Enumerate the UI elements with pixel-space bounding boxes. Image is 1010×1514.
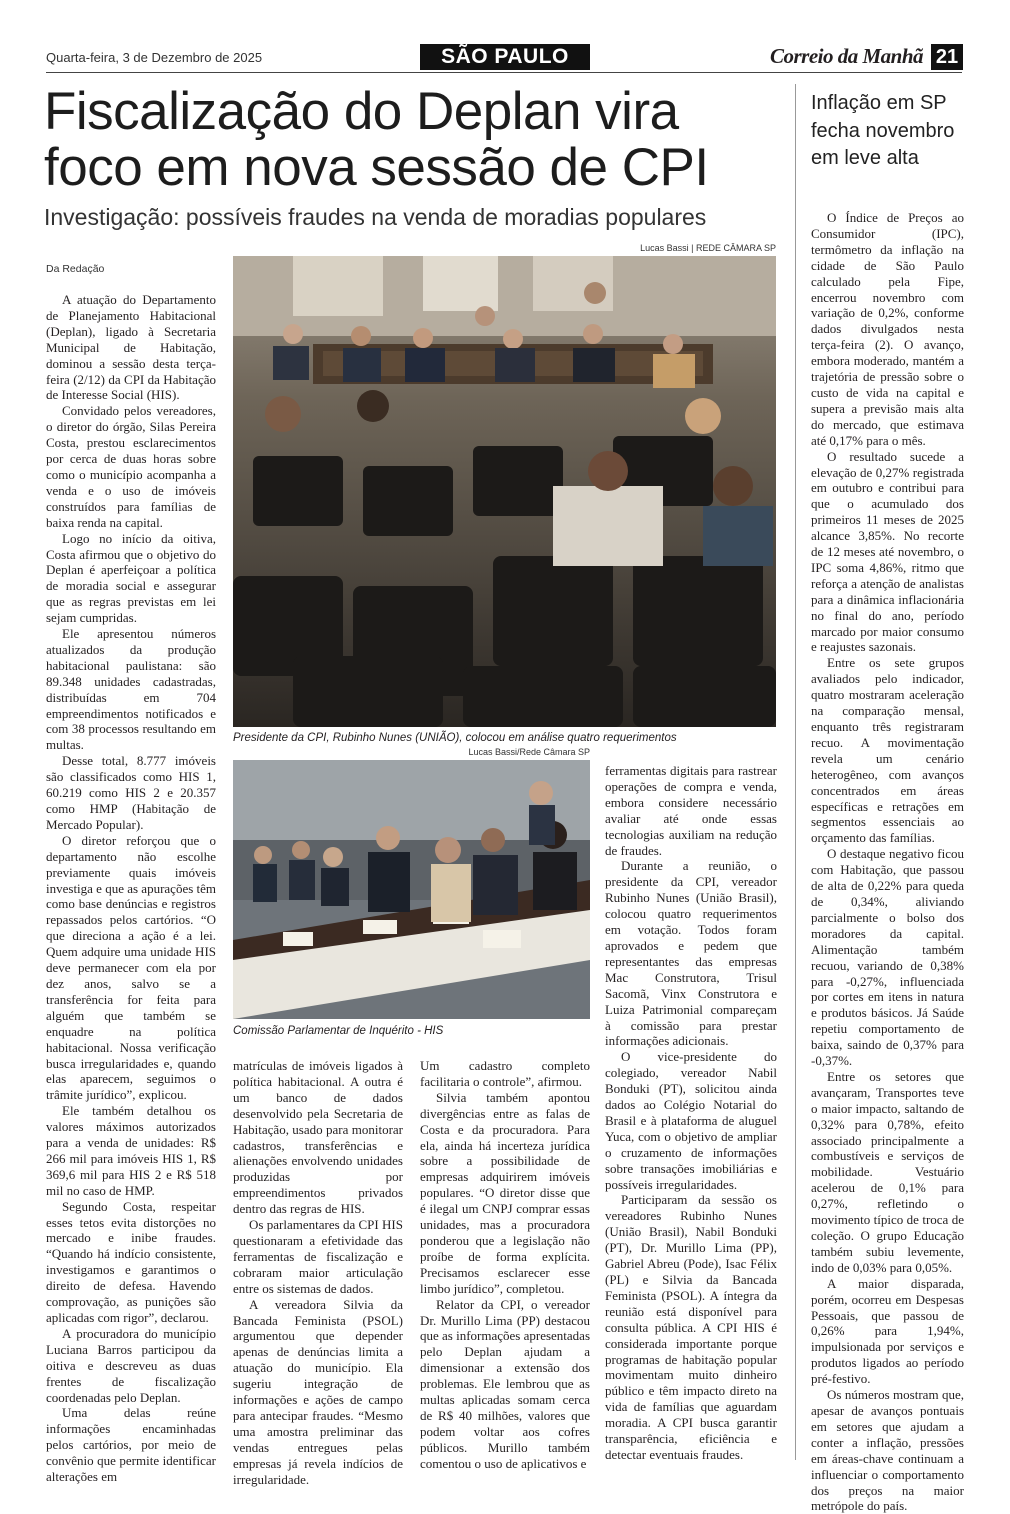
paragraph: Ele apresentou números atualizados da produção habitacional paulistana: são 89.348 unidades cadastradas, distribuídas em 704 empreendimentos notificados e com 38 processos resultando em multas. (46, 626, 216, 753)
issue-date: Quarta-feira, 3 de Dezembro de 2025 (46, 50, 263, 65)
paragraph: matrículas de imóveis ligados à política habitacional. A outra é um banco de dados desenvolvido pela Secretaria de Habitação, usado para monitorar cadastros, transferências e alienações envolvendo unidades produzidas por empreendimentos privados dentro das regras de HIS. (233, 1058, 403, 1217)
paragraph: Os números mostram que, apesar de avanços pontuais em setores que ajudam a conter a inflação, pressões em áreas-chave continuam a influenciar o comportamento dos preços na maior metrópole do país. (811, 1387, 964, 1514)
commission-table-photo (233, 760, 590, 1019)
photo-credit: Lucas Bassi | REDE CÂMARA SP (640, 243, 776, 253)
paragraph: Convidado pelos vereadores, o diretor do órgão, Silas Pereira Costa, prestou esclarecimentos por cerca de duas horas sobre como o município acompanha a venda e o uso de imóveis construídos para famílias de baixa renda na capital. (46, 403, 216, 530)
paragraph: Um cadastro completo facilitaria o controle”, afirmou. (420, 1058, 590, 1089)
article-subtitle: Investigação: possíveis fraudes na venda de moradias populares (44, 204, 707, 230)
paragraph: Logo no início da oitiva, Costa afirmou que o objetivo do Deplan é aperfeiçoar a política de moradia social e assegurar que as regras previstas em lei sejam cumpridas. (46, 530, 216, 626)
article-column-3 (420, 1058, 590, 1472)
paragraph: A vereadora Silvia da Bancada Feminista (PSOL) argumentou que depender apenas de denúncias limita a atuação do município. Ela sugeriu integração de informações e ações de campo para antecipar fraudes. “Mesmo uma amostra preliminar das vendas entregues pelas empresas já revela indícios de irregularidade. (233, 1296, 403, 1487)
paragraph: O diretor reforçou que o departamento não escolhe previamente quais imóveis investiga e que as apurações têm como base denúncias e registros repassados pelos cartórios. “O que direciona a ação é a lei. Quem adquire uma unidade HIS deve permanecer com ela por dez anos, salvo se a transferência for feita para alguém que também se enquadre na política habitacional. Nossa verificação busca irregularidades e, quando elas aparecem, seguimos o trâmite jurídico”, explicou. (46, 832, 217, 1103)
sidebar-column (811, 210, 964, 1514)
article-column-1 (46, 292, 216, 1485)
paragraph: ferramentas digitais para rastrear operações de compra e venda, embora considere necessário avaliar até onde essas tecnologias auxiliam na redução de fraudes. (605, 763, 777, 858)
paragraph: Os parlamentares da CPI HIS questionaram a efetividade das ferramentas de fiscalização e cobraram maior articulação entre os sistemas de dados. (233, 1217, 403, 1296)
article-column-2 (233, 1058, 403, 1487)
sidebar-headline: Inflação em SP fecha novembro em leve alta (811, 92, 955, 169)
paragraph: Uma delas reúne informações encaminhadas pelos cartórios, por meio de convênio que permite identificar alterações em (46, 1405, 216, 1485)
paragraph: O resultado sucede a elevação de 0,27% registrada em outubro e contribui para que o acumulado dos primeiros 11 meses de 2025 alcance 3,85%. No recorte de 12 meses até novembro, o IPC soma 4,86%, ritmo que reforça a atenção de analistas para a dinâmica inflacionária no final do ano, período marcado por maior consumo e reajustes sazonais. (811, 448, 964, 655)
paragraph: Relator da CPI, o vereador Dr. Murillo Lima (PP) destacou que as informações apresentadas pelo Deplan ajudam a dimensionar a extensão dos problemas. Ele lembrou que as multas aplicadas somam cerca de R$ 40 milhões, valores que podem voltar aos cofres públicos. Murillo também comentou o uso de aplicativos e (420, 1296, 591, 1471)
header-divider (46, 72, 962, 73)
cpi-session-photo (233, 256, 776, 727)
paragraph: O destaque negativo ficou com Habitação, que passou de alta de 0,22% para queda de 0,34%, aliviando parcialmente o bolso dos moradores da capital. Alimentação também recuou, variando de 0,38% para -0,27%, influenciada por cortes em itens in natura e produtos básicos. Já Saúde repetiu comportamento de baixa, saindo de 0,37% para -0,37%. (811, 846, 964, 1069)
newspaper-logo: Correio da Manhã (770, 44, 924, 68)
paragraph: Segundo Costa, respeitar esses tetos evita distorções no mercado e inibe fraudes. “Quando há indício consistente, investigamos e garantimos o direito de defesa. Havendo comprovação, as punições são aplicadas com rigor”, declarou. (46, 1198, 216, 1325)
paragraph: Ele também detalhou os valores máximos autorizados para a venda de unidades: R$ 266 mil para imóveis HIS 1, R$ 369,6 mil para HIS 2 e R$ 518 mil no caso de HMP. (46, 1103, 216, 1198)
paragraph: Desse total, 8.777 imóveis são classificados como HIS 1, 60.219 como HIS 2 e 20.357 como HMP (Habitação de Mercado Popular). (46, 753, 216, 832)
paragraph: Participaram da sessão os vereadores Rubinho Nunes (União Brasil), Nabil Bonduki (PT), Dr. Murillo Lima (PP), Gabriel Abreu (Pode), Isac Félix (PL) e Silvia da Bancada Feminista (PSOL). A íntegra da reunião está disponível para consulta pública. A CPI HIS é considerada importante porque programas de habitação popular movimentam muito dinheiro público e têm impacto direto na vida de famílias que aguardam moradia. A CPI busca garantir transparência, eficiência e detectar eventuais fraudes. (605, 1192, 777, 1462)
page-number: 21 (931, 44, 963, 70)
section-label: SÃO PAULO (420, 44, 590, 70)
paragraph: O Índice de Preços ao Consumidor (IPC), termômetro da inflação na cidade de São Paulo calculado pela Fipe, encerrou novembro com variação de 0,2%, conforme dados divulgados nesta terça-feira (2). O avanço, embora moderado, mantém a trajetória de pressão sobre o custo de vida na capital e supera a previsão mais alta do mercado, que estimava até 0,17% para o mês. (811, 210, 964, 448)
paragraph: O vice-presidente do colegiado, vereador Nabil Bonduki (PT), solicitou ainda dados ao Colégio Notarial do Brasil e à plataforma de aluguel Yuca, com o objetivo de ampliar o cruzamento de informações sobre transações imobiliárias e possíveis irregularidades. (605, 1049, 777, 1192)
paragraph: A atuação do Departamento de Planejamento Habitacional (Deplan), ligado à Secretaria Municipal de Habitação, dominou a sessão desta terça-feira (2/12) da CPI da Habitação de Interesse Social (HIS). (46, 292, 216, 403)
commission-scene-illustration (233, 760, 590, 1019)
paragraph: A procuradora do município Luciana Barros participou da oitiva e descreveu as duas frentes de fiscalização coordenadas pelo Deplan. (46, 1325, 216, 1405)
paragraph: A maior disparada, porém, ocorreu em Despesas Pessoais, que passou de 0,26% para 1,94%, impulsionada por serviços e produtos ligados ao período pré-festivo. (811, 1275, 964, 1387)
article-column-4 (605, 763, 777, 1463)
sidebar-divider (795, 84, 796, 1460)
audience-scene-illustration (233, 256, 776, 727)
paragraph: Entre os setores que avançaram, Transportes teve o maior impacto, saltando de 0,32% para 0,78%, efeito associado principalmente a combustíveis e serviços de mobilidade. Vestuário acelerou de 0,1% para 0,27%, refletindo o movimento típico de troca de coleção. O grupo Educação também subiu levemente, indo de 0,03% para 0,05%. (811, 1068, 964, 1275)
article-byline: Da Redação (46, 263, 105, 275)
photo-caption: Presidente da CPI, Rubinho Nunes (UNIÃO), colocou em análise quatro requerimentos (233, 732, 677, 744)
paragraph: Entre os sete grupos avaliados pelo indicador, quatro mostraram aceleração na comparação mensal, enquanto três registraram recuo. A movimentação revela um cenário heterogêneo, com avanços concentrados em áreas específicas e retrações em segmentos essenciais ao orçamento das famílias. (811, 655, 964, 846)
article-headline: Fiscalização do Deplan vira foco em nova sessão de CPI (44, 82, 709, 197)
photo-credit: Lucas Bassi/Rede Câmara SP (468, 747, 590, 757)
photo-caption: Comissão Parlamentar de Inquérito - HIS (233, 1025, 444, 1037)
paragraph: Silvia também apontou divergências entre as falas de Costa e da procuradora. Para ela, ainda há incerteza jurídica sobre a possibilidade de empresas adquirirem imóveis populares. “O diretor disse que é ilegal um CNPJ comprar essas unidades, mas a procuradora ponderou que a legislação não proíbe de forma explícita. Precisamos esclarecer esse limbo jurídico”, completou. (420, 1089, 590, 1296)
paragraph: Durante a reunião, o presidente da CPI, vereador Rubinho Nunes (União Brasil), colocou quatro requerimentos em votação. Todos foram aprovados e pedem que representantes das empresas Mac Construtora, Trisul Sacomã, Vinx Construtora e Luiza Patrimonial compareçam à comissão para prestar informações adicionais. (605, 858, 777, 1049)
